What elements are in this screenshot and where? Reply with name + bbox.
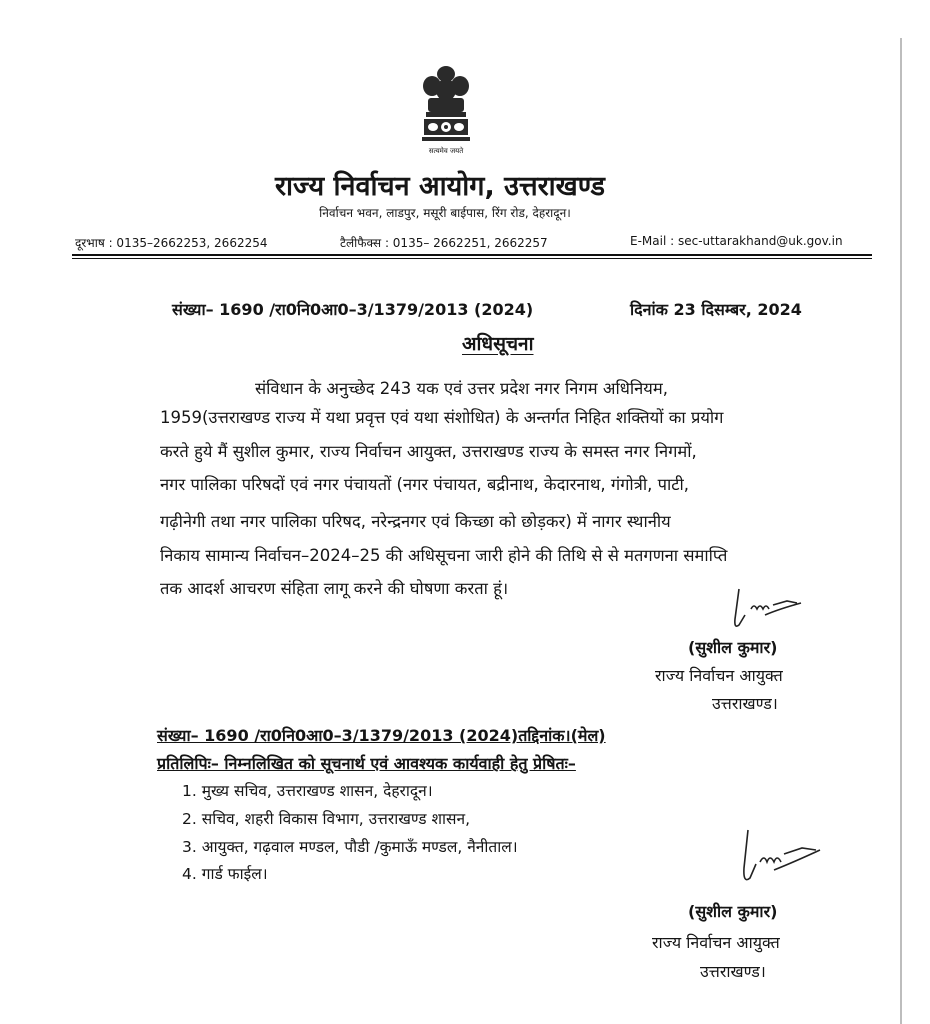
body-line: करते हुये मैं सुशील कुमार, राज्य निर्वाचन आयुक्त, उत्तराखण्ड राज्य के समस्त नगर निगमों,	[160, 442, 697, 461]
header-rule-thick	[72, 254, 872, 256]
body-line: संविधान के अनुच्छेद 243 यक एवं उत्तर प्रदेश नगर निगम अधिनियम,	[255, 379, 668, 398]
notification-title: अधिसूचना	[462, 333, 534, 355]
phone-number: दूरभाष : 0135–2662253, 2662254	[75, 236, 268, 250]
copy-heading: प्रतिलिपिः– निम्नलिखित को सूचनार्थ एवं आवश्यक कार्यवाही हेतु प्रेषितः–	[157, 754, 576, 773]
reference-number: संख्या– 1690 /रा0नि0आ0–3/1379/2013 (2024)	[172, 300, 534, 319]
copy-list-item: 4. गार्ड फाईल।	[182, 865, 268, 883]
organization-address: निर्वाचन भवन, लाडपुर, मसूरी बाईपास, रिंग रोड, देहरादून।	[319, 206, 571, 220]
body-line: 1959(उत्तराखण्ड राज्य में यथा प्रवृत्त एवं यथा संशोधित) के अन्तर्गत निहित शक्तियों का प्रयोग	[160, 408, 724, 427]
reference-date: दिनांक 23 दिसम्बर, 2024	[630, 300, 802, 319]
motto: सत्यमेव जयते	[428, 147, 464, 155]
body-line: तक आदर्श आचरण संहिता लागू करने की घोषणा करता हूं।	[160, 579, 509, 598]
organization-title: राज्य निर्वाचन आयोग, उत्तराखण्ड	[274, 171, 605, 202]
signatory-designation: राज्य निर्वाचन आयुक्त	[655, 666, 783, 685]
page-edge-line	[900, 38, 902, 1024]
signatory-state: उत्तराखण्ड।	[700, 962, 766, 981]
signatory-designation: राज्य निर्वाचन आयुक्त	[652, 933, 780, 952]
copy-list-item: 3. आयुक्त, गढ़वाल मण्डल, पौडी /कुमाऊँ मण्डल, नैनीताल।	[182, 838, 518, 856]
body-line: नगर पालिका परिषदों एवं नगर पंचायतों (नगर पंचायत, बद्रीनाथ, केदारनाथ, गंगोत्री, पाटी,	[160, 475, 690, 494]
signatory-name: (सुशील कुमार)	[688, 902, 778, 921]
body-line: गढ़ीनेगी तथा नगर पालिका परिषद, नरेन्द्रनगर एवं किच्छा को छोड़कर) में नागर स्थानीय	[160, 512, 671, 531]
email-address: E-Mail : sec-uttarakhand@uk.gov.in	[630, 234, 843, 248]
copy-list-item: 2. सचिव, शहरी विकास विभाग, उत्तराखण्ड शासन,	[182, 810, 471, 828]
signatory-name: (सुशील कुमार)	[688, 638, 778, 657]
signatory-state: उत्तराखण्ड।	[712, 694, 778, 713]
copy-list-item: 1. मुख्य सचिव, उत्तराखण्ड शासन, देहरादून।	[182, 782, 433, 800]
fax-number: टैलीफैक्स : 0135– 2662251, 2662257	[340, 236, 548, 250]
national-emblem-icon	[418, 64, 474, 152]
signature-scribble-icon	[738, 828, 833, 908]
copy-reference-number: संख्या– 1690 /रा0नि0आ0–3/1379/2013 (2024)तद्दिनांक।(मेल)	[157, 726, 606, 745]
header-rule-thin	[72, 258, 872, 259]
body-line: निकाय सामान्य निर्वाचन–2024–25 की अधिसूचना जारी होने की तिथि से से मतगणना समाप्ति	[160, 546, 728, 565]
